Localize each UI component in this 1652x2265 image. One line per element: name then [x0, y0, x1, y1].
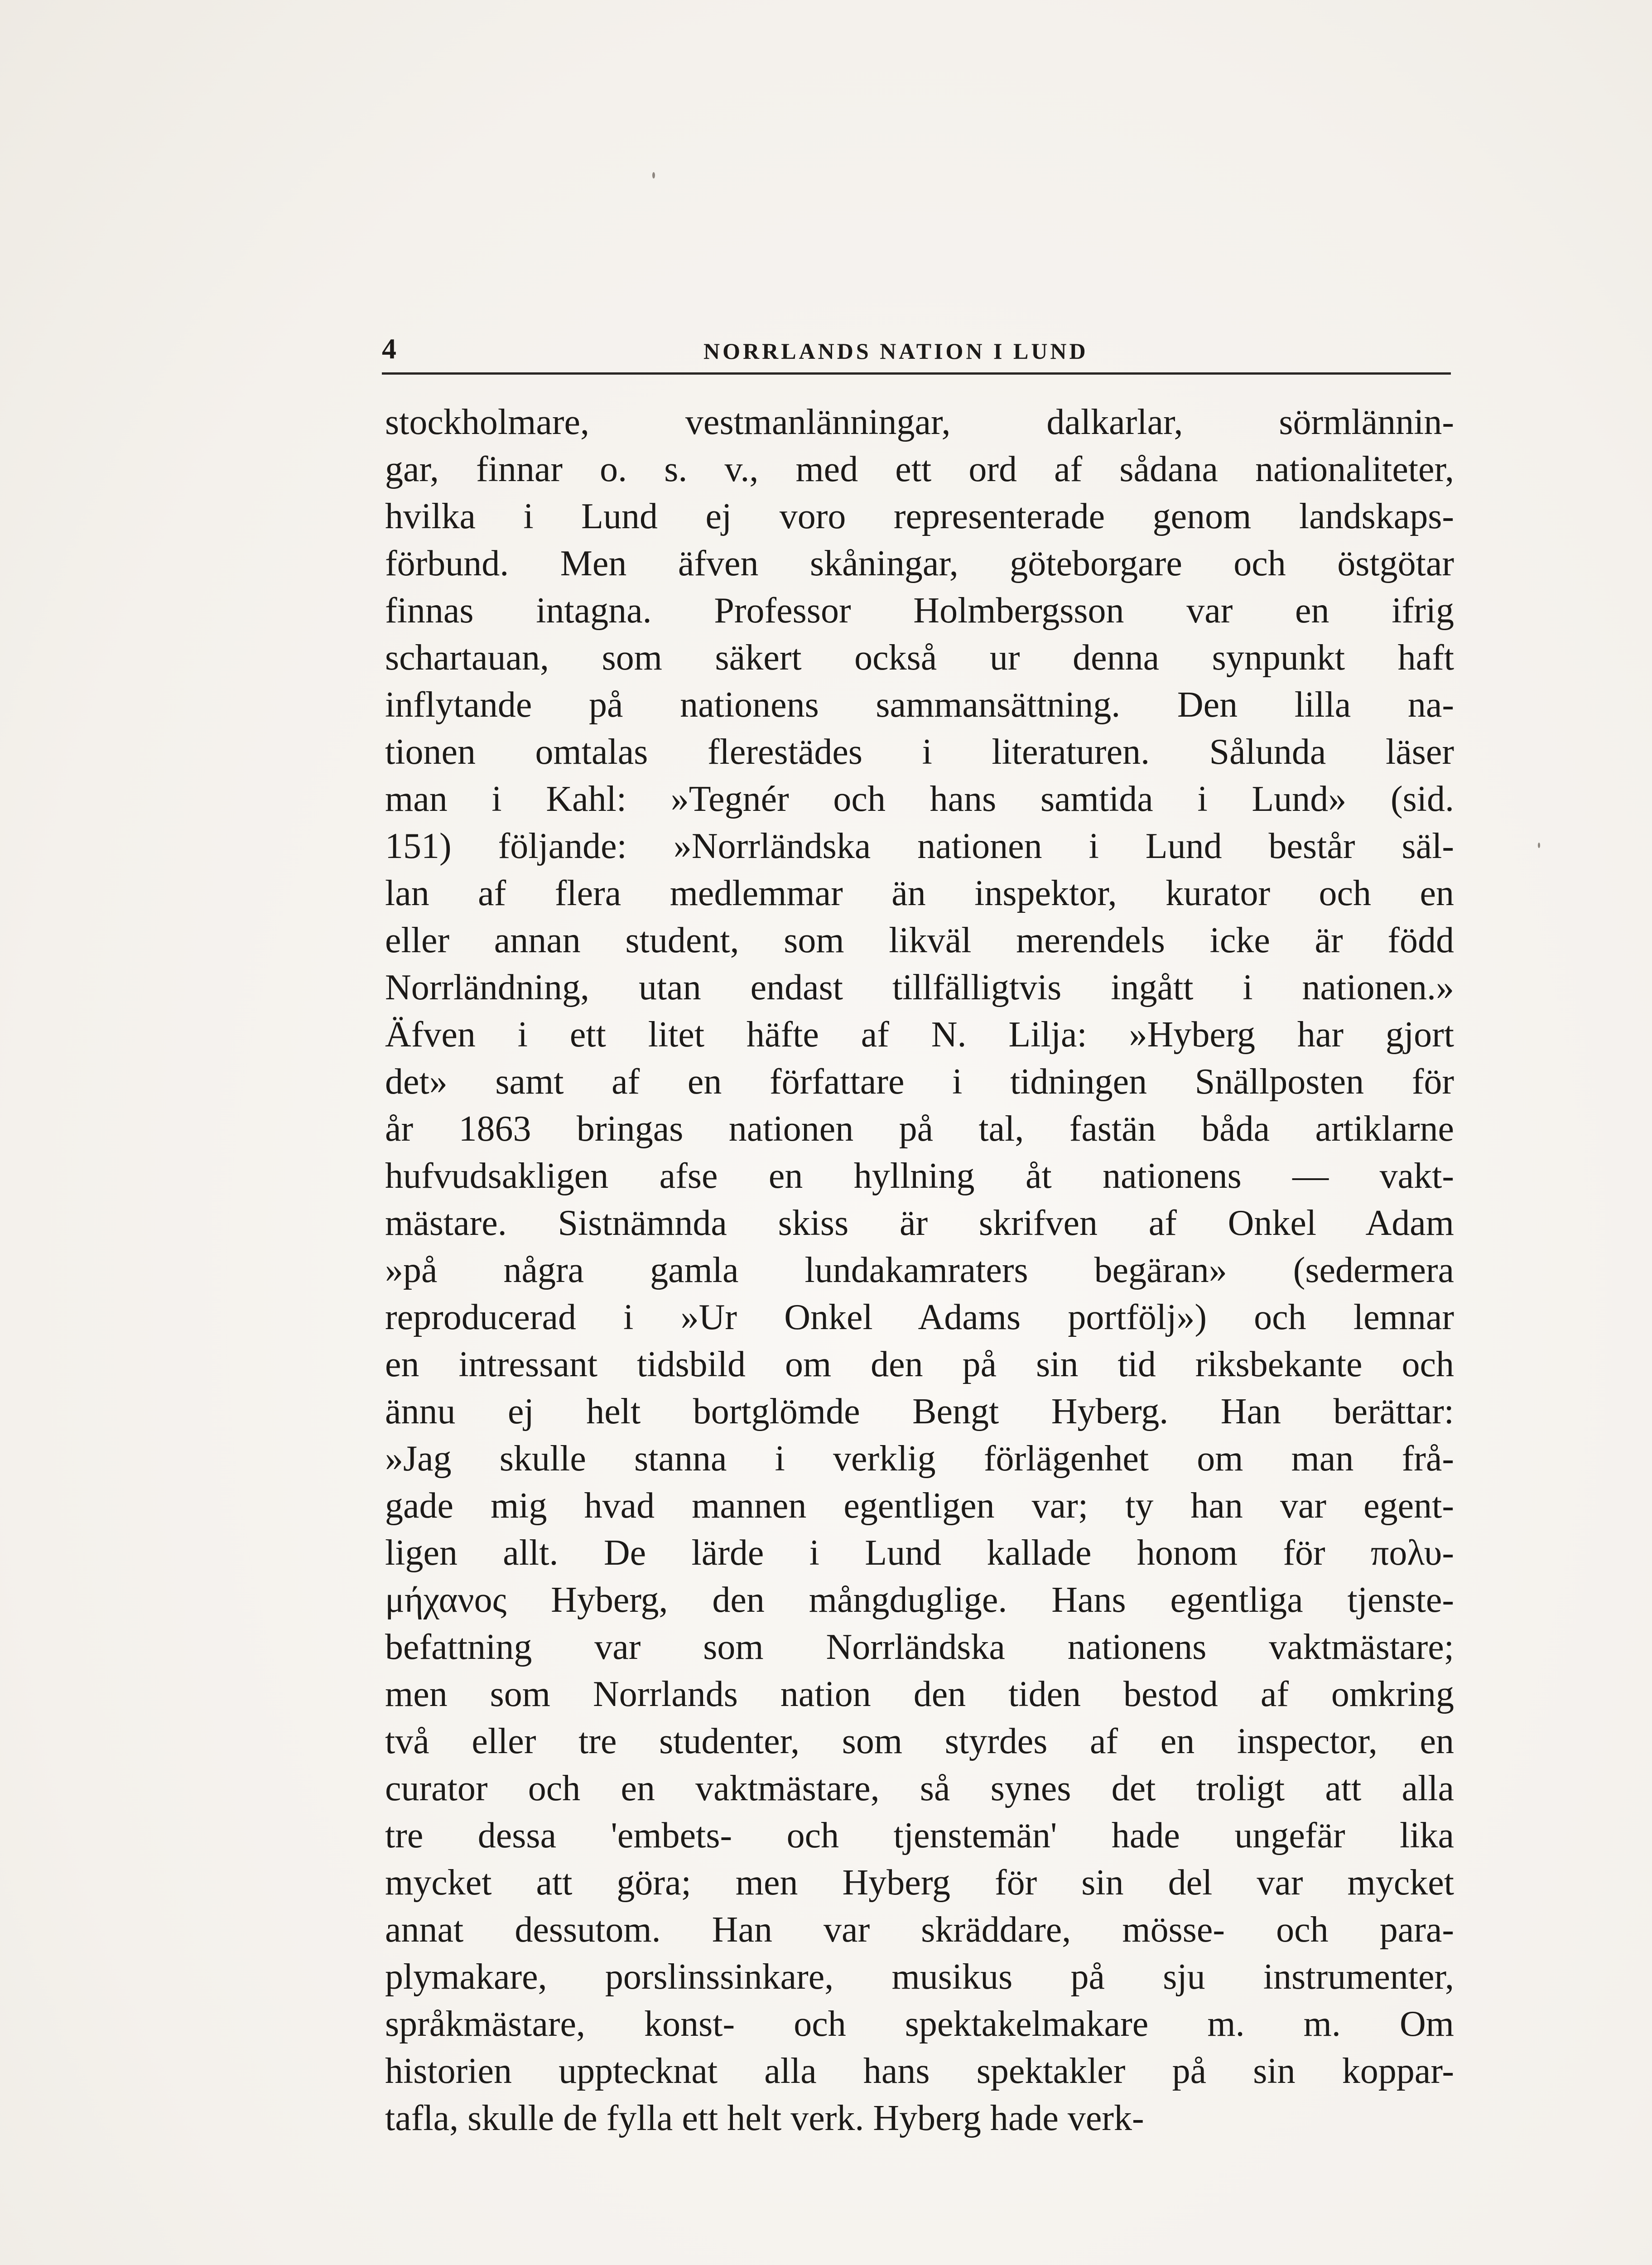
- text-line: »Jag skulle stanna i verklig förlägenhet om man frå-: [385, 1439, 1454, 1479]
- text-line: språkmästare, konst- och spektakelmakare m. m. Om: [385, 2004, 1454, 2044]
- text-line: hufvudsakligen afse en hyllning åt nationens — vakt-: [385, 1156, 1454, 1196]
- text-line: μήχανος Hyberg, den mångduglige. Hans egentliga tjenste-: [385, 1580, 1454, 1620]
- text-line: tre dessa 'embets- och tjenstemän' hade ungefär lika: [385, 1816, 1454, 1855]
- text-line: hvilka i Lund ej voro representerade genom landskaps-: [385, 496, 1454, 536]
- text-line: Äfven i ett litet häfte af N. Lilja: »Hyberg har gjort: [385, 1015, 1454, 1055]
- text-line: förbund. Men äfven skåningar, göteborgare och östgötar: [385, 544, 1454, 583]
- text-line: inflytande på nationens sammansättning. Den lilla na-: [385, 685, 1454, 725]
- paper-speck: [652, 172, 655, 178]
- header-rule: [382, 372, 1451, 375]
- text-line: historien upptecknat alla hans spektakler på sin koppar-: [385, 2051, 1454, 2091]
- text-line: gade mig hvad mannen egentligen var; ty han var egent-: [385, 1486, 1454, 1526]
- text-line: finnas intagna. Professor Holmbergsson var en ifrig: [385, 591, 1454, 631]
- paper-speck: [1538, 843, 1540, 848]
- text-line: reproducerad i »Ur Onkel Adams portfölj») och lemnar: [385, 1297, 1454, 1337]
- text-line: lan af flera medlemmar än inspektor, kurator och en: [385, 873, 1454, 913]
- text-line: stockholmare, vestmanlänningar, dalkarlar, sörmlännin-: [385, 402, 1454, 442]
- text-line: det» samt af en författare i tidningen Snällposten för: [385, 1062, 1454, 1102]
- text-line: man i Kahl: »Tegnér och hans samtida i Lund» (sid.: [385, 779, 1454, 819]
- text-line: eller annan student, som likväl merendels icke är född: [385, 920, 1454, 960]
- text-line: 151) följande: »Norrländska nationen i Lund består säl-: [385, 826, 1454, 866]
- text-line: gar, finnar o. s. v., med ett ord af sådana nationaliteter,: [385, 449, 1454, 489]
- running-head: NORRLANDS NATION I LUND: [703, 338, 1088, 364]
- body-text: [385, 399, 1454, 2142]
- text-line: annat dessutom. Han var skräddare, mösse- och para-: [385, 1910, 1454, 1950]
- text-line: Norrländning, utan endast tillfälligtvis ingått i nationen.»: [385, 968, 1454, 1007]
- text-line: år 1863 bringas nationen på tal, fastän båda artiklarne: [385, 1109, 1454, 1149]
- page-header: [382, 326, 1451, 376]
- text-line: två eller tre studenter, som styrdes af en inspector, en: [385, 1721, 1454, 1761]
- text-line: en intressant tidsbild om den på sin tid riksbekante och: [385, 1345, 1454, 1384]
- text-line: tafla, skulle de fylla ett helt verk. Hyberg hade verk-: [385, 2098, 1144, 2138]
- text-line: tionen omtalas flerestädes i literaturen. Sålunda läser: [385, 732, 1454, 772]
- text-line: »på några gamla lundakamraters begäran» (sedermera: [385, 1250, 1454, 1290]
- text-line: ännu ej helt bortglömde Bengt Hyberg. Han berättar:: [385, 1392, 1454, 1431]
- text-line: schartauan, som säkert också ur denna synpunkt haft: [385, 638, 1454, 678]
- text-line: befattning var som Norrländska nationens vaktmästare;: [385, 1627, 1454, 1667]
- page-number: 4: [382, 333, 396, 365]
- text-line: curator och en vaktmästare, så synes det troligt att alla: [385, 1769, 1454, 1808]
- text-line: mästare. Sistnämnda skiss är skrifven af Onkel Adam: [385, 1203, 1454, 1243]
- text-line: plymakare, porslinssinkare, musikus på sju instrumenter,: [385, 1957, 1454, 1997]
- text-line: men som Norrlands nation den tiden bestod af omkring: [385, 1674, 1454, 1714]
- text-line: mycket att göra; men Hyberg för sin del var mycket: [385, 1863, 1454, 1903]
- text-line: ligen allt. De lärde i Lund kallade honom för πολυ-: [385, 1533, 1454, 1573]
